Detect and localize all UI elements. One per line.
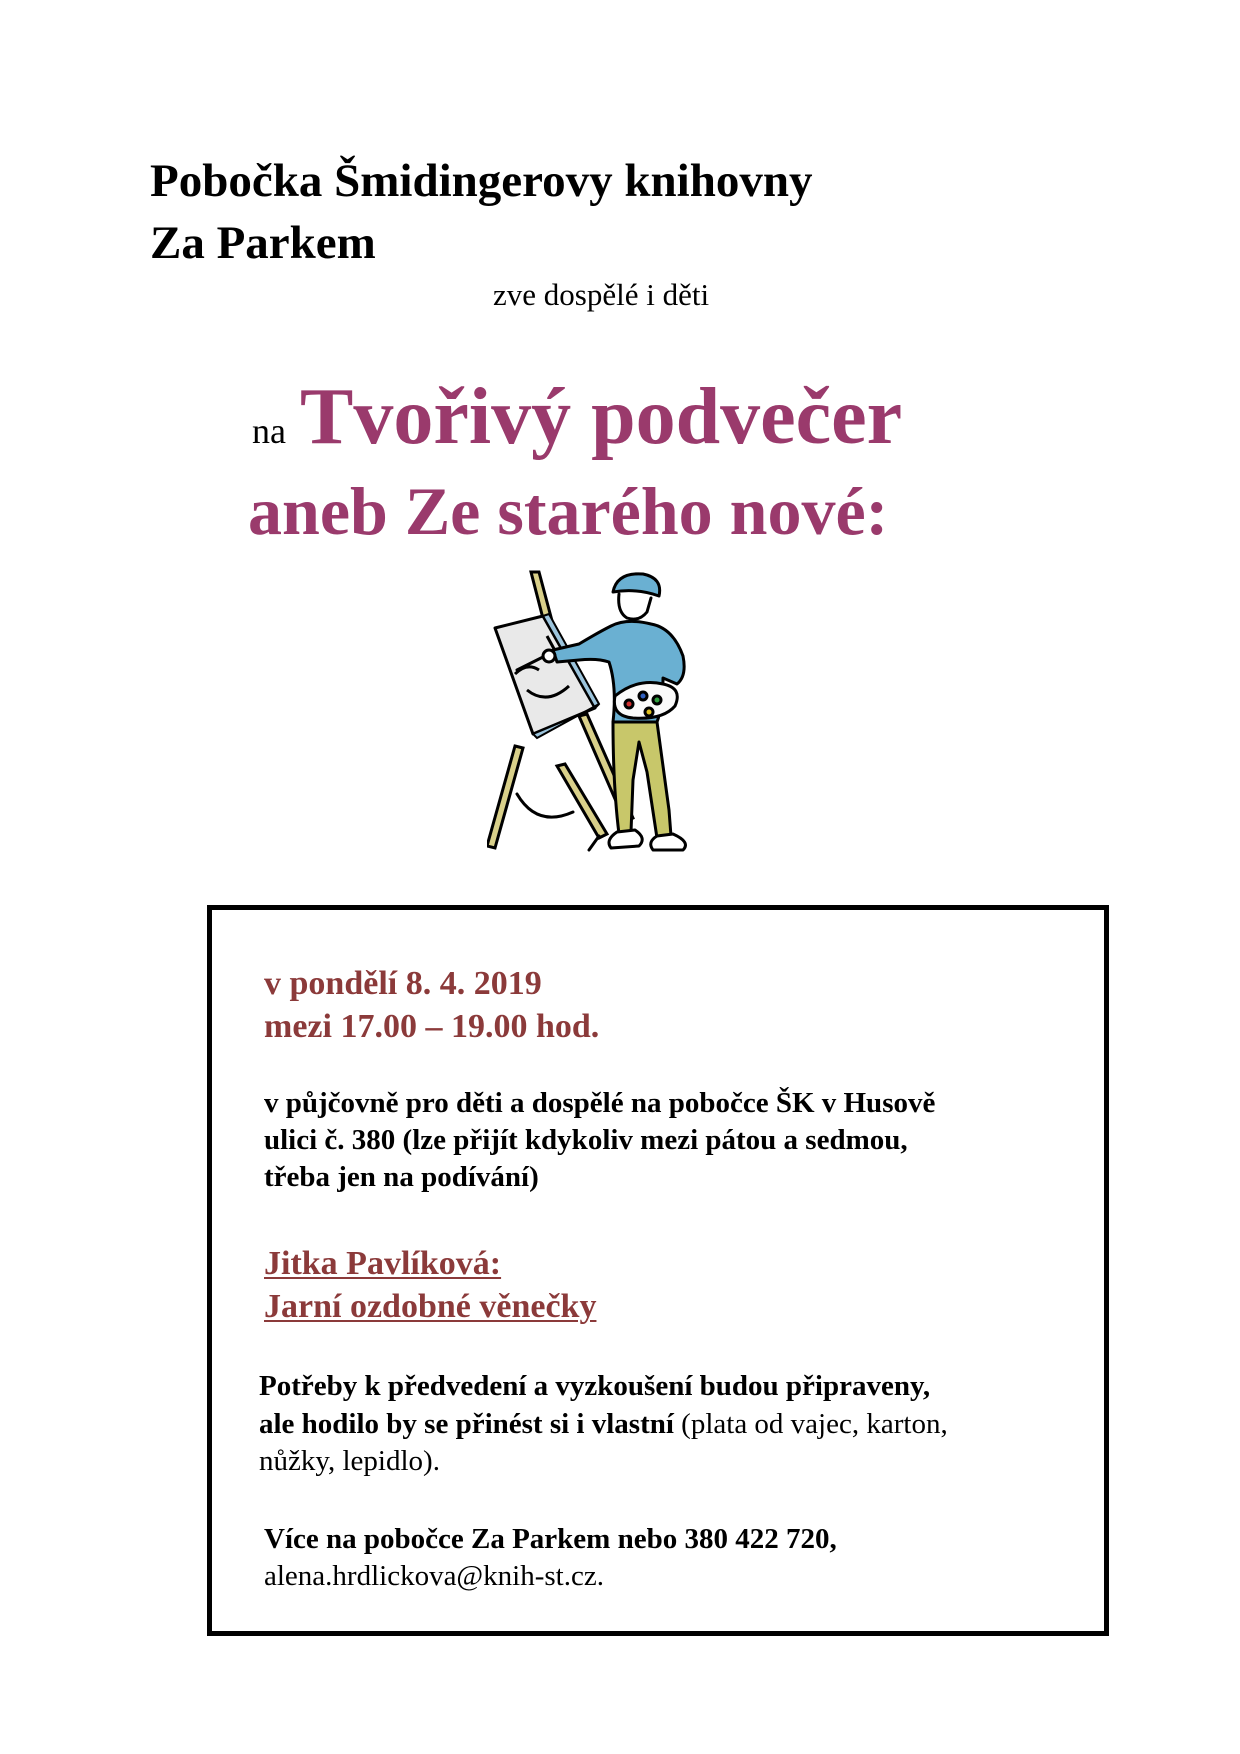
supplies-line2-bold: ale hodilo by se přinést si i vlastní: [259, 1408, 674, 1440]
library-name-line1: Pobočka Šmidingerovy knihovny: [150, 155, 813, 207]
event-title-line1: [252, 372, 902, 463]
event-place-line1: v půjčovně pro děti a dospělé na pobočce ŠK v Husově: [264, 1087, 936, 1119]
workshop-title: Jarní ozdobné věnečky: [264, 1288, 597, 1325]
supplies-line1: Potřeby k předvedení a vyzkoušení budou připraveny,: [259, 1370, 931, 1402]
event-place-line3: třeba jen na podívání): [264, 1161, 539, 1193]
painter-at-easel-icon: [487, 566, 777, 856]
event-time: mezi 17.00 – 19.00 hod.: [264, 1008, 600, 1045]
supplies-line3: nůžky, lepidlo).: [259, 1445, 440, 1477]
contact-info: Více na pobočce Za Parkem nebo 380 422 720,: [264, 1523, 837, 1555]
invitation-text: zve dospělé i děti: [493, 277, 710, 312]
event-date: v pondělí 8. 4. 2019: [264, 965, 542, 1002]
event-subtitle: aneb Ze starého nové:: [248, 473, 889, 549]
event-place-line2: ulici č. 380 (lze přijít kdykoliv mezi pátou a sedmou,: [264, 1124, 908, 1156]
library-name-line2: Za Parkem: [150, 217, 376, 269]
contact-email: alena.hrdlickova@knih-st.cz.: [264, 1560, 604, 1592]
supplies-line2-rest: (plata od vajec, karton,: [673, 1408, 948, 1440]
event-info-box: [207, 905, 1109, 1636]
supplies-line2: [259, 1408, 948, 1441]
lecturer-name: Jitka Pavlíková:: [264, 1245, 502, 1282]
event-title: Tvořivý podvečer: [299, 373, 903, 461]
title-prefix: na: [252, 411, 286, 451]
